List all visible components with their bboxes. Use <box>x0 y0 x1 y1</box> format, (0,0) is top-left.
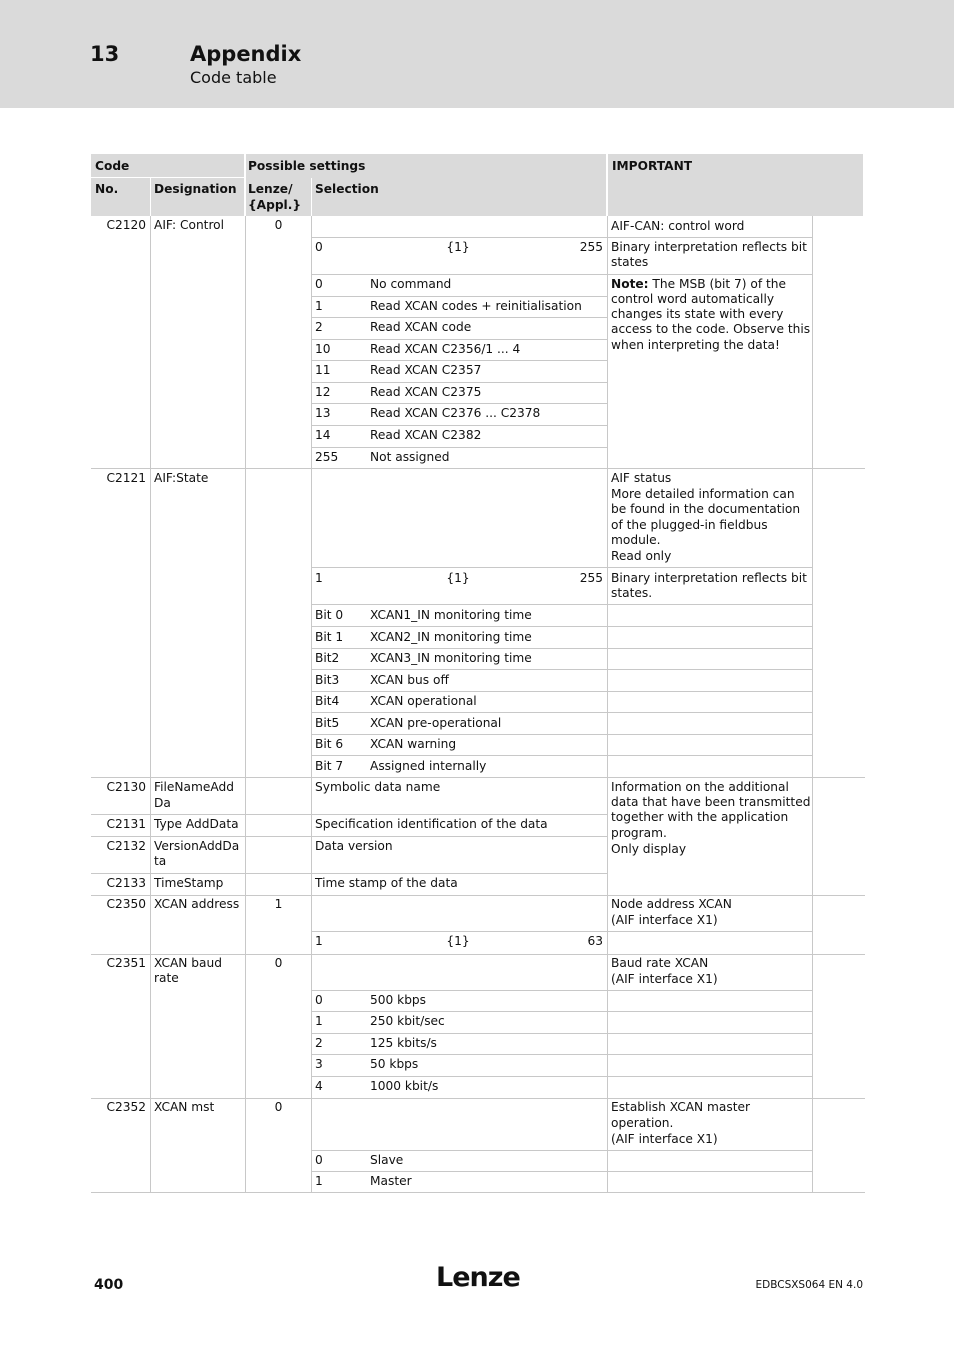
option-label: Slave <box>370 1153 404 1167</box>
row-separator <box>91 1192 865 1193</box>
important-text: Node address XCAN <box>611 897 732 911</box>
code-number: C2351 <box>106 956 146 970</box>
code-designation: AIF: Control <box>154 218 225 232</box>
selection-text: Data version <box>315 839 393 853</box>
range-step: {1} <box>446 934 470 948</box>
row-separator <box>91 777 865 778</box>
range-step: {1} <box>446 571 470 585</box>
lenze-logo: Lenze <box>436 1262 520 1293</box>
code-designation: rate <box>154 971 179 985</box>
option-label: 1000 kbit/s <box>370 1079 439 1093</box>
note-text: when interpreting the data! <box>611 338 780 352</box>
bit-value: Bit 6 <box>315 737 344 751</box>
grid-line <box>150 216 151 1192</box>
col-lenze: Lenze/ <box>248 182 293 196</box>
code-designation: XCAN mst <box>154 1100 215 1114</box>
option-value: 10 <box>315 342 331 356</box>
bit-label: XCAN pre-operational <box>370 716 502 730</box>
range-min: 1 <box>315 934 323 948</box>
grid-line <box>607 216 608 1192</box>
col-appl: {Appl.} <box>248 198 302 212</box>
col-possible-settings: Possible settings <box>248 159 366 173</box>
col-important: IMPORTANT <box>612 159 693 173</box>
lenze-default: 0 <box>274 956 283 970</box>
important-text: together with the application <box>611 810 789 824</box>
option-value: 2 <box>315 1036 323 1050</box>
important-text: Only display <box>611 842 687 856</box>
bit-label: Assigned internally <box>370 759 487 773</box>
code-number: C2120 <box>106 218 146 232</box>
important-text: Binary interpretation reflects bit <box>611 571 807 585</box>
grid-line <box>311 216 312 1192</box>
option-value: 2 <box>315 320 323 334</box>
code-designation: TimeStamp <box>154 876 224 890</box>
range-min: 1 <box>315 571 323 585</box>
bit-value: Bit4 <box>315 694 340 708</box>
bit-label: XCAN bus off <box>370 673 449 687</box>
option-value: 255 <box>315 450 339 464</box>
selection-text: Time stamp of the data <box>315 876 458 890</box>
important-text: of the plugged-in fieldbus <box>611 518 768 532</box>
grid-line <box>245 216 246 1192</box>
option-value: 4 <box>315 1079 323 1093</box>
range-step: {1} <box>446 240 470 254</box>
col-code: Code <box>95 159 130 173</box>
note-text: changes its state with every <box>611 307 784 321</box>
range-min: 0 <box>315 240 323 254</box>
chapter-title: Appendix <box>190 42 302 66</box>
bit-value: Bit 0 <box>315 608 344 622</box>
range-max: 63 <box>587 934 603 948</box>
important-text: More detailed information can <box>611 487 795 501</box>
code-designation: ta <box>154 854 167 868</box>
col-designation: Designation <box>154 182 237 196</box>
important-text: Establish XCAN master <box>611 1100 751 1114</box>
option-value: 13 <box>315 406 331 420</box>
bit-label: XCAN1_IN monitoring time <box>370 608 532 622</box>
bit-value: Bit5 <box>315 716 340 730</box>
col-no: No. <box>95 182 119 196</box>
note-text: access to the code. Observe this <box>611 322 811 336</box>
lenze-default: 0 <box>274 1100 283 1114</box>
important-text: program. <box>611 826 667 840</box>
option-label: Not assigned <box>370 450 450 464</box>
page-header-band <box>0 0 954 108</box>
option-value: 3 <box>315 1057 323 1071</box>
lenze-default: 0 <box>274 218 283 232</box>
code-number: C2131 <box>106 817 146 831</box>
code-designation: AIF:State <box>154 471 209 485</box>
option-label: Read XCAN C2356/1 ... 4 <box>370 342 521 356</box>
bit-label: XCAN operational <box>370 694 477 708</box>
note-label: Note: <box>611 277 649 291</box>
option-value: 1 <box>315 1014 323 1028</box>
row-separator <box>91 1098 865 1099</box>
option-value: 0 <box>315 1153 323 1167</box>
important-text: data that have been transmitted <box>611 795 811 809</box>
important-text: AIF status <box>611 471 672 485</box>
important-text: be found in the documentation <box>611 502 801 516</box>
bit-value: Bit 1 <box>315 630 344 644</box>
selection-text: Specification identification of the data <box>315 817 548 831</box>
important-text: states. <box>611 586 653 600</box>
code-designation: Da <box>154 796 171 810</box>
bit-label: XCAN2_IN monitoring time <box>370 630 532 644</box>
code-number: C2130 <box>106 780 146 794</box>
option-value: 11 <box>315 363 331 377</box>
note-text: control word automatically <box>611 292 775 306</box>
bit-label: XCAN3_IN monitoring time <box>370 651 532 665</box>
code-number: C2350 <box>106 897 146 911</box>
option-label: 125 kbits/s <box>370 1036 437 1050</box>
bit-label: XCAN warning <box>370 737 457 751</box>
code-number: C2121 <box>106 471 146 485</box>
code-number: C2352 <box>106 1100 146 1114</box>
code-designation: XCAN baud <box>154 956 222 970</box>
option-label: 50 kbps <box>370 1057 419 1071</box>
page-number: 400 <box>94 1277 124 1293</box>
bit-value: Bit2 <box>315 651 340 665</box>
important-text: Information on the additional <box>611 780 789 794</box>
option-label: Read XCAN C2375 <box>370 385 482 399</box>
range-max: 255 <box>579 240 603 254</box>
chapter-number: 13 <box>90 42 120 66</box>
bit-value: Bit 7 <box>315 759 344 773</box>
code-number: C2133 <box>106 876 146 890</box>
row-separator <box>91 468 865 469</box>
option-value: 12 <box>315 385 331 399</box>
range-max: 255 <box>579 571 603 585</box>
note-text: Note: The MSB (bit 7) of the <box>611 277 786 291</box>
option-label: Master <box>370 1174 412 1188</box>
row-separator <box>91 954 865 955</box>
code-designation: VersionAddDa <box>154 839 240 853</box>
code-designation: FileNameAdd <box>154 780 234 794</box>
important-text: (AIF interface X1) <box>611 913 718 927</box>
option-label: Read XCAN C2376 ... C2378 <box>370 406 541 420</box>
important-text: (AIF interface X1) <box>611 1132 718 1146</box>
option-value: 0 <box>315 277 323 291</box>
row-separator <box>91 895 865 896</box>
option-label: Read XCAN C2357 <box>370 363 482 377</box>
code-number: C2132 <box>106 839 146 853</box>
option-value: 0 <box>315 993 323 1007</box>
important-text: Baud rate XCAN <box>611 956 709 970</box>
selection-text: Symbolic data name <box>315 780 441 794</box>
code-designation: Type AddData <box>154 817 239 831</box>
important-text: Binary interpretation reflects bit <box>611 240 807 254</box>
option-label: Read XCAN codes + reinitialisation <box>370 299 582 313</box>
option-label: 500 kbps <box>370 993 427 1007</box>
grid-line <box>812 216 813 1192</box>
option-value: 1 <box>315 1174 323 1188</box>
important-text: (AIF interface X1) <box>611 972 718 986</box>
important-text: module. <box>611 533 661 547</box>
important-text: AIF-CAN: control word <box>611 219 745 233</box>
code-designation: XCAN address <box>154 897 240 911</box>
option-label: No command <box>370 277 452 291</box>
col-selection: Selection <box>315 182 379 196</box>
bit-value: Bit3 <box>315 673 340 687</box>
important-text: operation. <box>611 1116 674 1130</box>
section-subtitle: Code table <box>190 68 277 87</box>
document-id: EDBCSXS064 EN 4.0 <box>755 1279 863 1291</box>
option-value: 1 <box>315 299 323 313</box>
option-label: Read XCAN code <box>370 320 472 334</box>
option-label: Read XCAN C2382 <box>370 428 482 442</box>
option-value: 14 <box>315 428 331 442</box>
option-label: 250 kbit/sec <box>370 1014 445 1028</box>
important-text: states <box>611 255 649 269</box>
important-text: Read only <box>611 549 672 563</box>
lenze-default: 1 <box>274 897 283 911</box>
